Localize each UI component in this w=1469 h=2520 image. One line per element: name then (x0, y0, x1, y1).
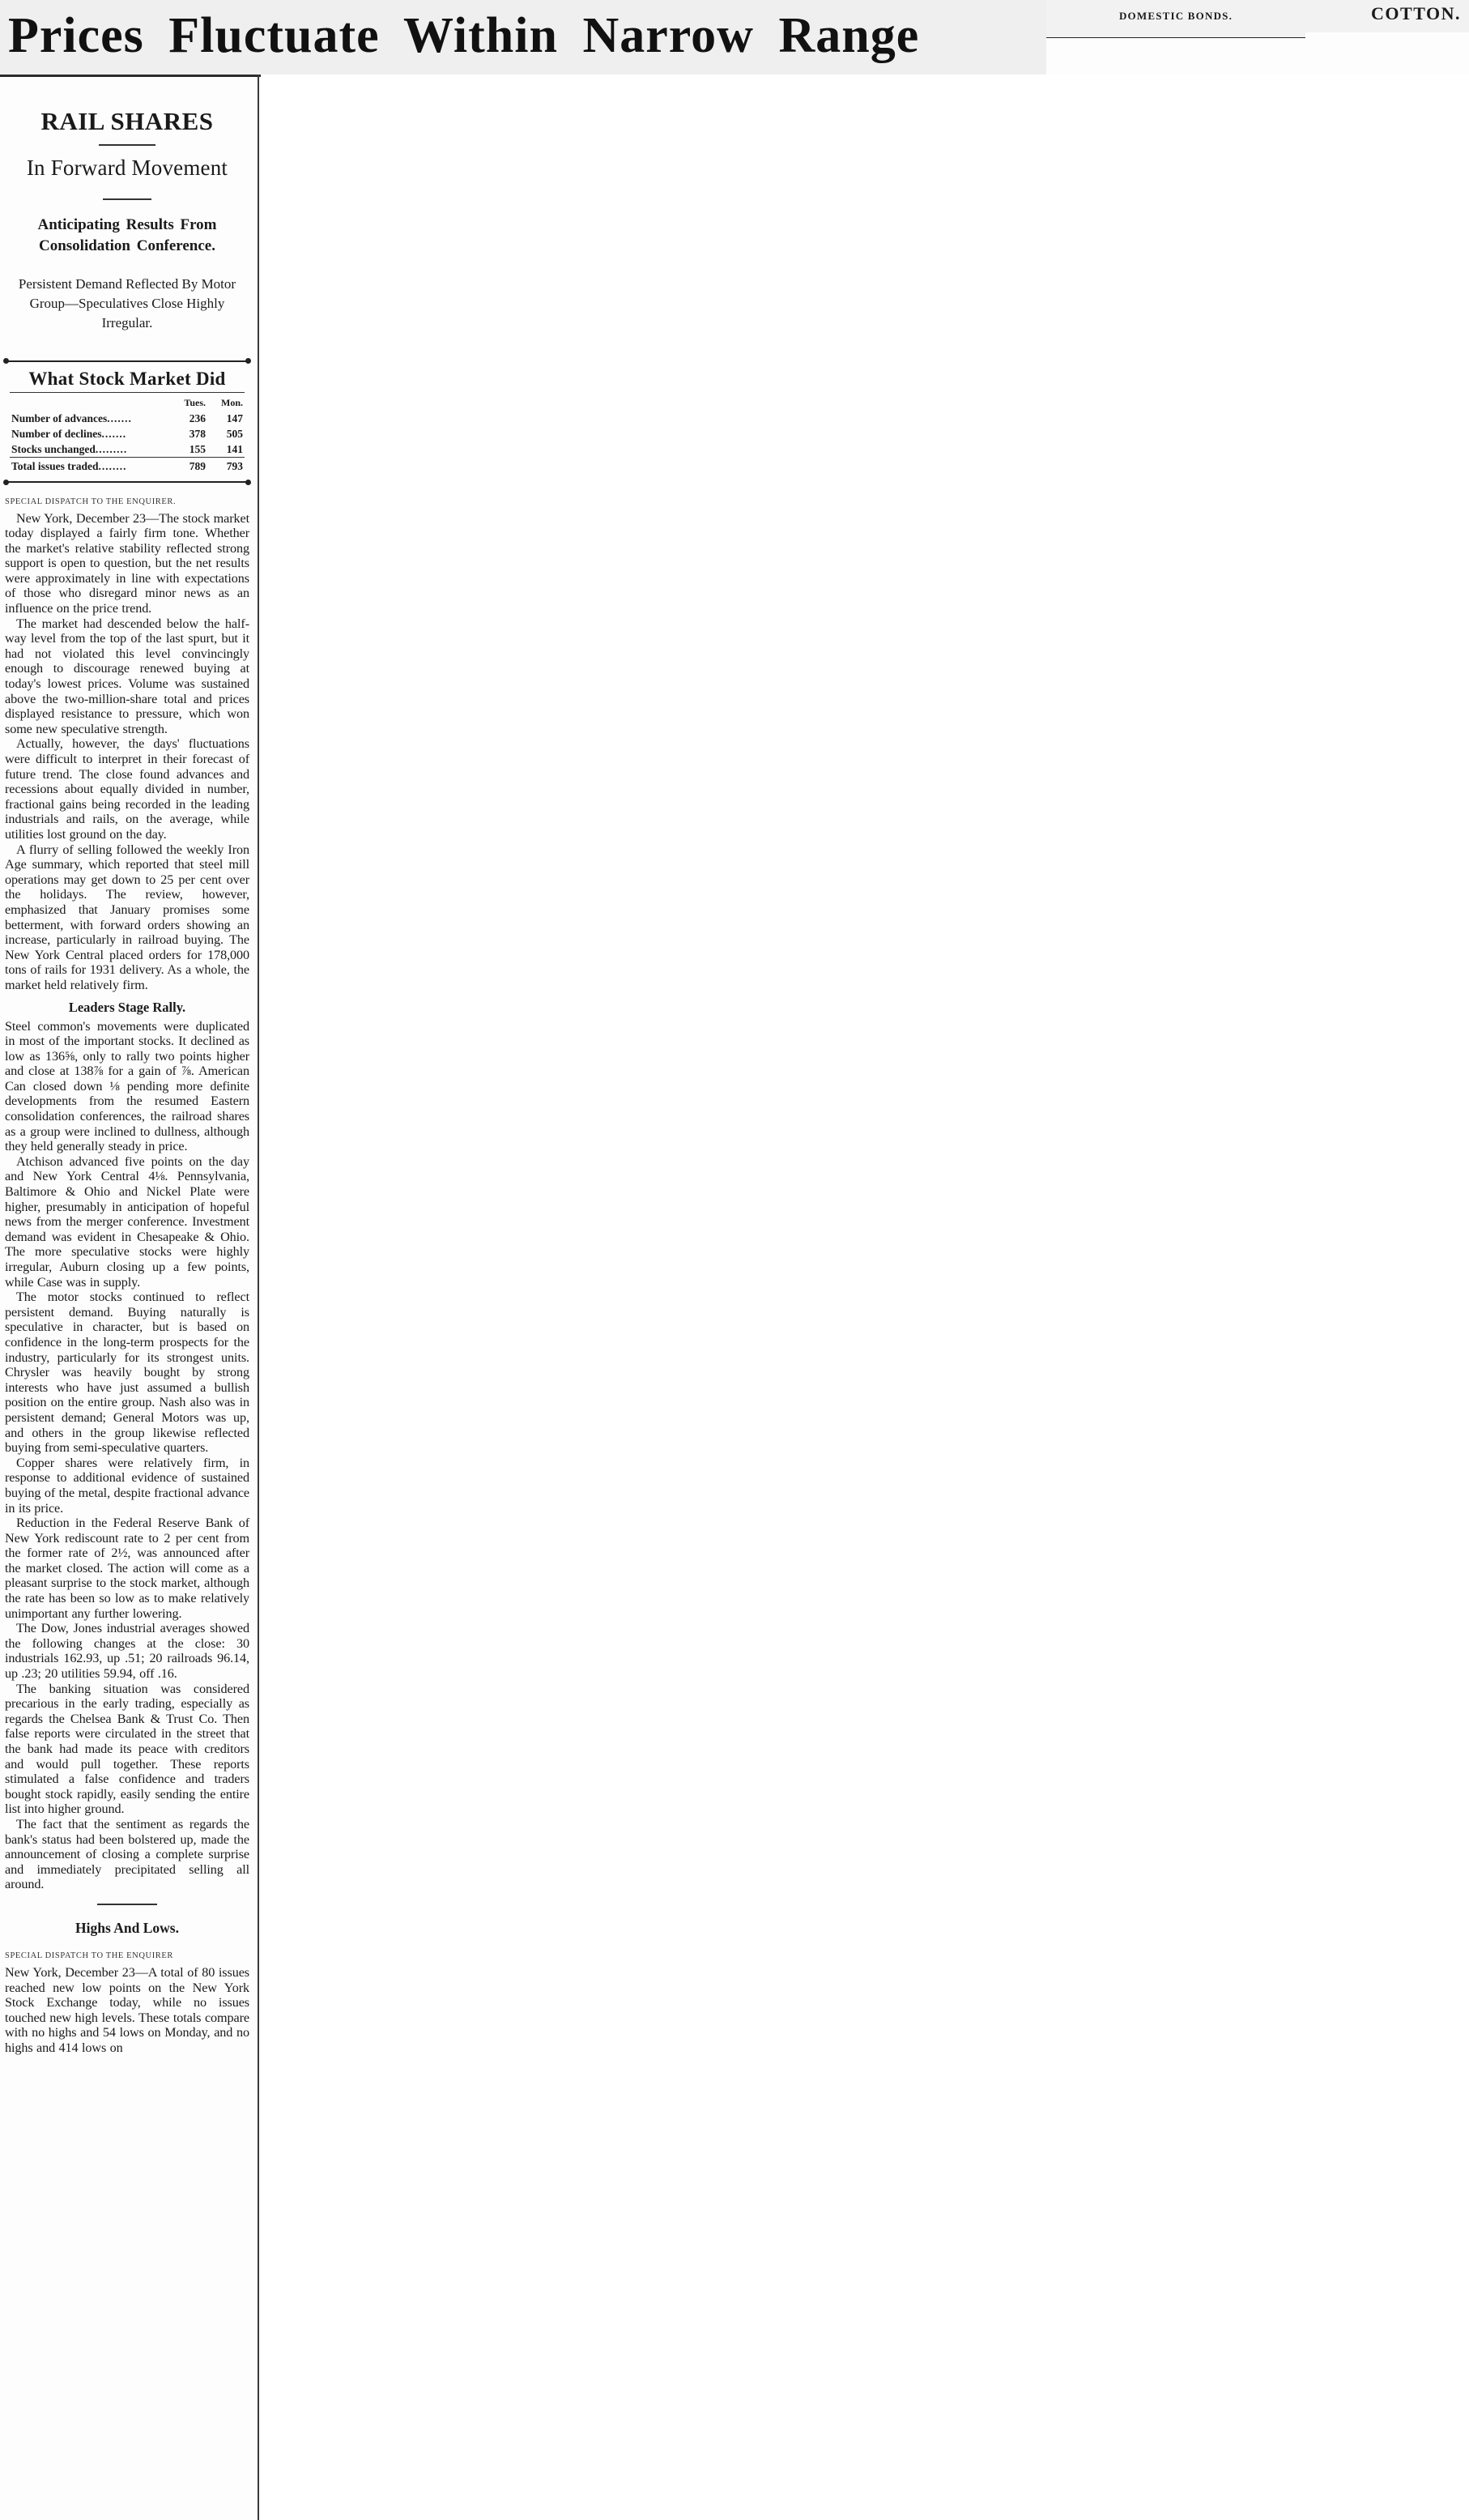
paragraph: The fact that the sentiment as regards the bank's status had been bolstered up, made the announcement of closing a complete surprise and immediately precipitated selling all around. (5, 1816, 249, 1892)
cotton-header (1305, 0, 1469, 32)
total-label-text: Total issues traded (11, 460, 99, 472)
table-row (10, 426, 245, 441)
masthead (0, 0, 1046, 77)
row-label-text: Number of declines (11, 427, 102, 440)
box-corner-dots (3, 480, 251, 485)
row-label-text: Number of advances (11, 411, 108, 424)
divider-rule-3 (97, 1904, 157, 1905)
cotton-label: COTTON. (1371, 3, 1461, 23)
deck-headline-2: In Forward Movement (26, 156, 228, 180)
deck-headline-4: Persistent Demand Reflected By Motor Group—Speculatives Close Highly Irregular. (18, 276, 236, 330)
total-value-mon: 793 (207, 458, 245, 475)
blank-content-area (261, 75, 1469, 2520)
article-body (5, 511, 249, 2056)
row-value-tues: 236 (189, 411, 206, 424)
row-value-mon: 147 (226, 411, 243, 424)
stock-market-summary-box (6, 360, 248, 483)
total-label (10, 458, 170, 475)
paragraph: New York, December 23—A total of 80 issues reached new low points on the New York Stock Exchange today, while no issues touched new high levels. These totals compare with no highs and 54 lows on Monday, and no highs and 414 lows on (5, 1964, 249, 2055)
domestic-bonds-label: DOMESTIC BONDS. (1118, 10, 1233, 22)
row-value-mon: 141 (226, 442, 243, 455)
table-row-total (10, 458, 245, 475)
row-label (10, 426, 170, 441)
paragraph: Actually, however, the days' fluctuations were difficult to interpret in their forecast of future trend. The close found advances and recessions about equally divided in number, fractional gains being recorded in the leading industrials and rails, on the average, while utilities lost ground on the day. (5, 736, 249, 842)
row-label (10, 441, 170, 458)
paragraph: The motor stocks continued to reflect persistent demand. Buying naturally is speculative in character, but is based on confidence in the long-term prospects for the industry, particularly for its strongest units. Chrysler was heavily bought by strong interests who have just assumed a bullish position on the entire group. Nash also was in persistent demand; General Motors was up, and others in the group likewise reflected buying from semi-speculative quarters. (5, 1290, 249, 1456)
deck-headline-1: RAIL SHARES (40, 107, 214, 135)
paragraph: Copper shares were relatively firm, in response to additional evidence of sustained buying of the metal, despite fractional advance in its price. (5, 1455, 249, 1516)
dot-leader: ........ (98, 460, 127, 472)
row-value-tues: 155 (189, 442, 206, 455)
article-column (0, 75, 259, 2520)
deck-headline-3: Anticipating Results From Consolidation Conference. (37, 216, 217, 254)
dispatch-credit-2: SPECIAL DISPATCH TO THE ENQUIRER (5, 1951, 174, 1960)
total-value-tues: 789 (170, 458, 207, 475)
paragraph: The Dow, Jones industrial averages showed the following changes at the close: 30 industrials 162.93, up .51; 20 railroads 96.14, up .23; 20 utilities 59.94, off .16. (5, 1621, 249, 1682)
page-headline: Prices Fluctuate Within Narrow Range (8, 8, 920, 63)
stock-box-col-blank (10, 396, 170, 411)
stock-box-col-tues: Tues. (184, 397, 206, 408)
paragraph: Atchison advanced five points on the day and New York Central 4⅛. Pennsylvania, Baltimore & Ohio and Nickel Plate were higher, presumably in anticipation of hopeful news from the merger conference. Investment demand was evident in Chesapeake & Ohio. The more speculative stocks were highly irregular, Auburn closing up a few points, while Case was in supply. (5, 1153, 249, 1290)
table-row (10, 411, 245, 426)
paragraph: A flurry of selling followed the weekly Iron Age summary, which reported that steel mill operations may get down to 25 per cent over the holidays. The review, however, emphasized that January promises some betterment, with forward orders showing an increase, particularly in railroad buying. The New York Central placed orders for 178,000 tons of rails for 1931 delivery. As a whole, the market held relatively firm. (5, 842, 249, 992)
dot-leader: ....... (107, 411, 132, 424)
paragraph: Steel common's movements were duplicated in most of the important stocks. It declined as low as 136⅝, only to rally two points higher and close at 138⅞ for a gain of ⅞. American Can closed down ⅛ pending more definite developments from the resumed Eastern consolidation conferences, the railroad shares as a group were inclined to dullness, although they held generally steady in price. (5, 1018, 249, 1154)
row-value-tues: 378 (189, 427, 206, 440)
paragraph: The banking situation was considered precarious in the early trading, especially as regards the Chelsea Bank & Trust Co. Then false reports were circulated in the street that the bank had made its peace with creditors and would pull together. These reports stimulated a false confidence and traders bought stock rapidly, easily sending the entire list into higher ground. (5, 1681, 249, 1817)
table-row (10, 441, 245, 458)
row-label-text: Stocks unchanged (11, 442, 96, 455)
dot-leader: ......... (95, 442, 128, 455)
stock-box-col-mon: Mon. (221, 397, 243, 408)
divider-rule-1 (99, 144, 155, 146)
stock-box-title: What Stock Market Did (10, 367, 245, 393)
dot-leader: ....... (101, 427, 127, 440)
paragraph: The market had descended below the half-way level from the top of the last spurt, but it had not violated this level convincingly enough to discourage renewed buying at today's lowest prices. Volume was sustained above the two-million-share total and prices displayed resistance to pressure, which won some new speculative strength. (5, 616, 249, 736)
stock-box-table (10, 396, 245, 475)
paragraph: Reduction in the Federal Reserve Bank of New York rediscount rate to 2 per cent from the former rate of 2½, was announced after the market closed. The action will come as a pleasant surprise to the stock market, although the rate has been so low as to make relatively unimportant any further lowering. (5, 1516, 249, 1621)
row-value-mon: 505 (226, 427, 243, 440)
paragraph: New York, December 23—The stock market today displayed a fairly firm tone. Whether the market's relative stability reflected strong support is open to question, but the net results were approximately in line with expectations of those who disregard minor news as an influence on the price trend. (5, 510, 249, 616)
row-label (10, 411, 170, 426)
domestic-bonds-header (1046, 0, 1305, 38)
divider-rule-2 (103, 198, 151, 200)
dispatch-credit: SPECIAL DISPATCH TO THE ENQUIRER. (5, 497, 177, 506)
subhead-highs-and-lows: Highs And Lows. (75, 1919, 179, 1936)
subhead-leaders-stage-rally: Leaders Stage Rally. (68, 999, 186, 1015)
